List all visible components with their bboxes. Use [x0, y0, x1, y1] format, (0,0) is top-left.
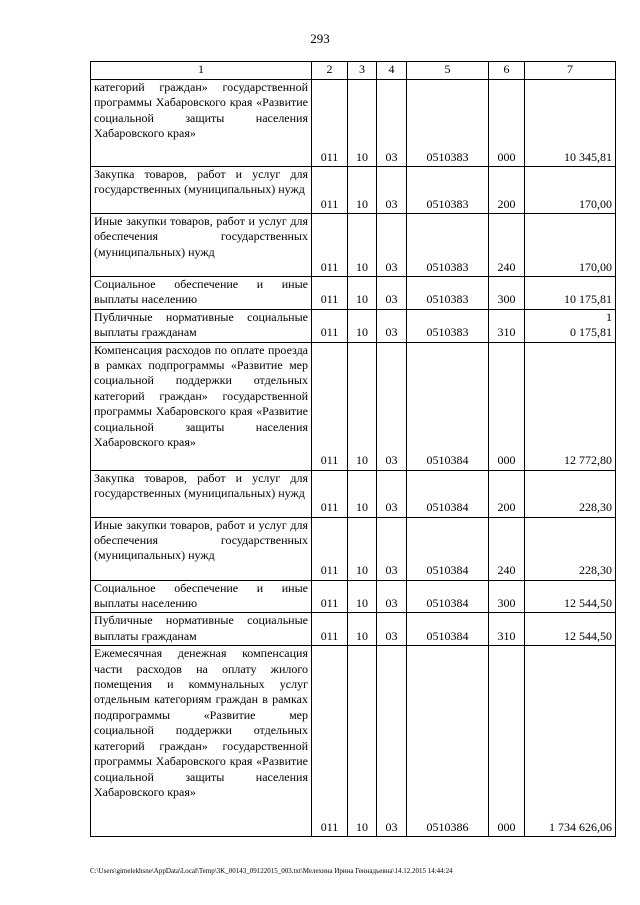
cell-section: 10 — [348, 580, 377, 613]
cell-section: 10 — [348, 613, 377, 646]
cell-description: Ежемесячная денежная компенсация части расходов на оплату жилого помещения и коммунальных услуг отдельным категориям граждан в рамках подпрограммы «Развитие мер социальной поддержки отдельных категорий граждан» государственной программы Хабаровского края «Развитие социальной защиты населения Хабаровского края» — [91, 646, 312, 837]
cell-admin-code: 011 — [312, 646, 348, 837]
cell-expense-type: 300 — [489, 580, 525, 613]
cell-description: Публичные нормативные социальные выплаты гражданам — [91, 309, 312, 342]
cell-subsection: 03 — [377, 80, 407, 167]
cell-expense-type: 310 — [489, 613, 525, 646]
cell-admin-code: 011 — [312, 342, 348, 470]
table-row — [91, 646, 616, 837]
cell-amount: 12 544,50 — [525, 613, 616, 646]
cell-admin-code: 011 — [312, 613, 348, 646]
cell-description: Социальное обеспечение и иные выплаты населению — [91, 277, 312, 310]
cell-expense-type: 000 — [489, 342, 525, 470]
cell-subsection: 03 — [377, 517, 407, 580]
cell-section: 10 — [348, 80, 377, 167]
cell-description: Публичные нормативные социальные выплаты гражданам — [91, 613, 312, 646]
cell-amount: 170,00 — [525, 167, 616, 214]
cell-subsection: 03 — [377, 580, 407, 613]
cell-expense-type: 000 — [489, 646, 525, 837]
cell-description: Иные закупки товаров, работ и услуг для обеспечения государственных (муниципальных) нужд — [91, 214, 312, 277]
cell-target-article: 0510383 — [407, 214, 489, 277]
cell-description: категорий граждан» государственной программы Хабаровского края «Развитие социальной защиты населения Хабаровского края» — [91, 80, 312, 167]
cell-description: Иные закупки товаров, работ и услуг для обеспечения государственных (муниципальных) нужд — [91, 517, 312, 580]
cell-admin-code: 011 — [312, 80, 348, 167]
cell-subsection: 03 — [377, 277, 407, 310]
cell-description: Закупка товаров, работ и услуг для государственных (муниципальных) нужд — [91, 470, 312, 517]
cell-admin-code: 011 — [312, 214, 348, 277]
table-row — [91, 613, 616, 646]
header-col-7: 7 — [525, 62, 616, 80]
table-row — [91, 277, 616, 310]
cell-section: 10 — [348, 167, 377, 214]
table-row — [91, 517, 616, 580]
cell-expense-type: 240 — [489, 214, 525, 277]
cell-target-article: 0510383 — [407, 167, 489, 214]
cell-target-article: 0510383 — [407, 309, 489, 342]
cell-amount: 12 544,50 — [525, 580, 616, 613]
cell-subsection: 03 — [377, 342, 407, 470]
cell-admin-code: 011 — [312, 580, 348, 613]
header-col-3: 3 — [348, 62, 377, 80]
cell-amount: 228,30 — [525, 470, 616, 517]
file-path-footer: C:\Users\gimelekhsne\AppData\Local\Temp\3K_00143_09122015_003.txt\Мелехина Ирина Геннадьевна\14.12.2015 14:44:24 — [90, 867, 453, 875]
cell-expense-type: 200 — [489, 470, 525, 517]
table-row — [91, 309, 616, 342]
cell-amount: 10 345,81 — [525, 80, 616, 167]
table-row — [91, 214, 616, 277]
header-col-1: 1 — [91, 62, 312, 80]
cell-admin-code: 011 — [312, 167, 348, 214]
cell-section: 10 — [348, 309, 377, 342]
cell-expense-type: 240 — [489, 517, 525, 580]
cell-target-article: 0510383 — [407, 80, 489, 167]
page-number: 293 — [310, 31, 330, 46]
cell-amount: 170,00 — [525, 214, 616, 277]
table-header-row — [91, 62, 616, 80]
table-row — [91, 580, 616, 613]
cell-amount: 1 734 626,06 — [525, 646, 616, 837]
cell-subsection: 03 — [377, 309, 407, 342]
table-row — [91, 80, 616, 167]
cell-subsection: 03 — [377, 214, 407, 277]
cell-expense-type: 300 — [489, 277, 525, 310]
cell-section: 10 — [348, 342, 377, 470]
header-col-4: 4 — [377, 62, 407, 80]
cell-subsection: 03 — [377, 470, 407, 517]
cell-section: 10 — [348, 517, 377, 580]
table-row — [91, 470, 616, 517]
cell-expense-type: 000 — [489, 80, 525, 167]
cell-expense-type: 200 — [489, 167, 525, 214]
cell-admin-code: 011 — [312, 517, 348, 580]
cell-subsection: 03 — [377, 613, 407, 646]
cell-target-article: 0510384 — [407, 342, 489, 470]
cell-admin-code: 011 — [312, 309, 348, 342]
cell-target-article: 0510384 — [407, 517, 489, 580]
table-row — [91, 167, 616, 214]
header-col-5: 5 — [407, 62, 489, 80]
cell-section: 10 — [348, 470, 377, 517]
cell-section: 10 — [348, 277, 377, 310]
cell-target-article: 0510384 — [407, 580, 489, 613]
cell-description: Социальное обеспечение и иные выплаты населению — [91, 580, 312, 613]
cell-subsection: 03 — [377, 167, 407, 214]
budget-table — [90, 61, 616, 837]
cell-amount: 12 772,80 — [525, 342, 616, 470]
header-col-6: 6 — [489, 62, 525, 80]
cell-admin-code: 011 — [312, 470, 348, 517]
cell-section: 10 — [348, 214, 377, 277]
cell-admin-code: 011 — [312, 277, 348, 310]
cell-expense-type: 310 — [489, 309, 525, 342]
header-col-2: 2 — [312, 62, 348, 80]
cell-section: 10 — [348, 646, 377, 837]
cell-target-article: 0510386 — [407, 646, 489, 837]
cell-target-article: 0510383 — [407, 277, 489, 310]
cell-amount: 10 175,81 — [525, 277, 616, 310]
cell-subsection: 03 — [377, 646, 407, 837]
cell-amount: 228,30 — [525, 517, 616, 580]
table-row — [91, 342, 616, 470]
cell-amount: 1 0 175,81 — [525, 309, 616, 342]
cell-target-article: 0510384 — [407, 470, 489, 517]
cell-description: Закупка товаров, работ и услуг для государственных (муниципальных) нужд — [91, 167, 312, 214]
cell-target-article: 0510384 — [407, 613, 489, 646]
cell-description: Компенсация расходов по оплате проезда в рамках подпрограммы «Развитие мер социальной поддержки отдельных категорий граждан» государственной программы Хабаровского края «Развитие социальной защиты населения Хабаровского края» — [91, 342, 312, 470]
